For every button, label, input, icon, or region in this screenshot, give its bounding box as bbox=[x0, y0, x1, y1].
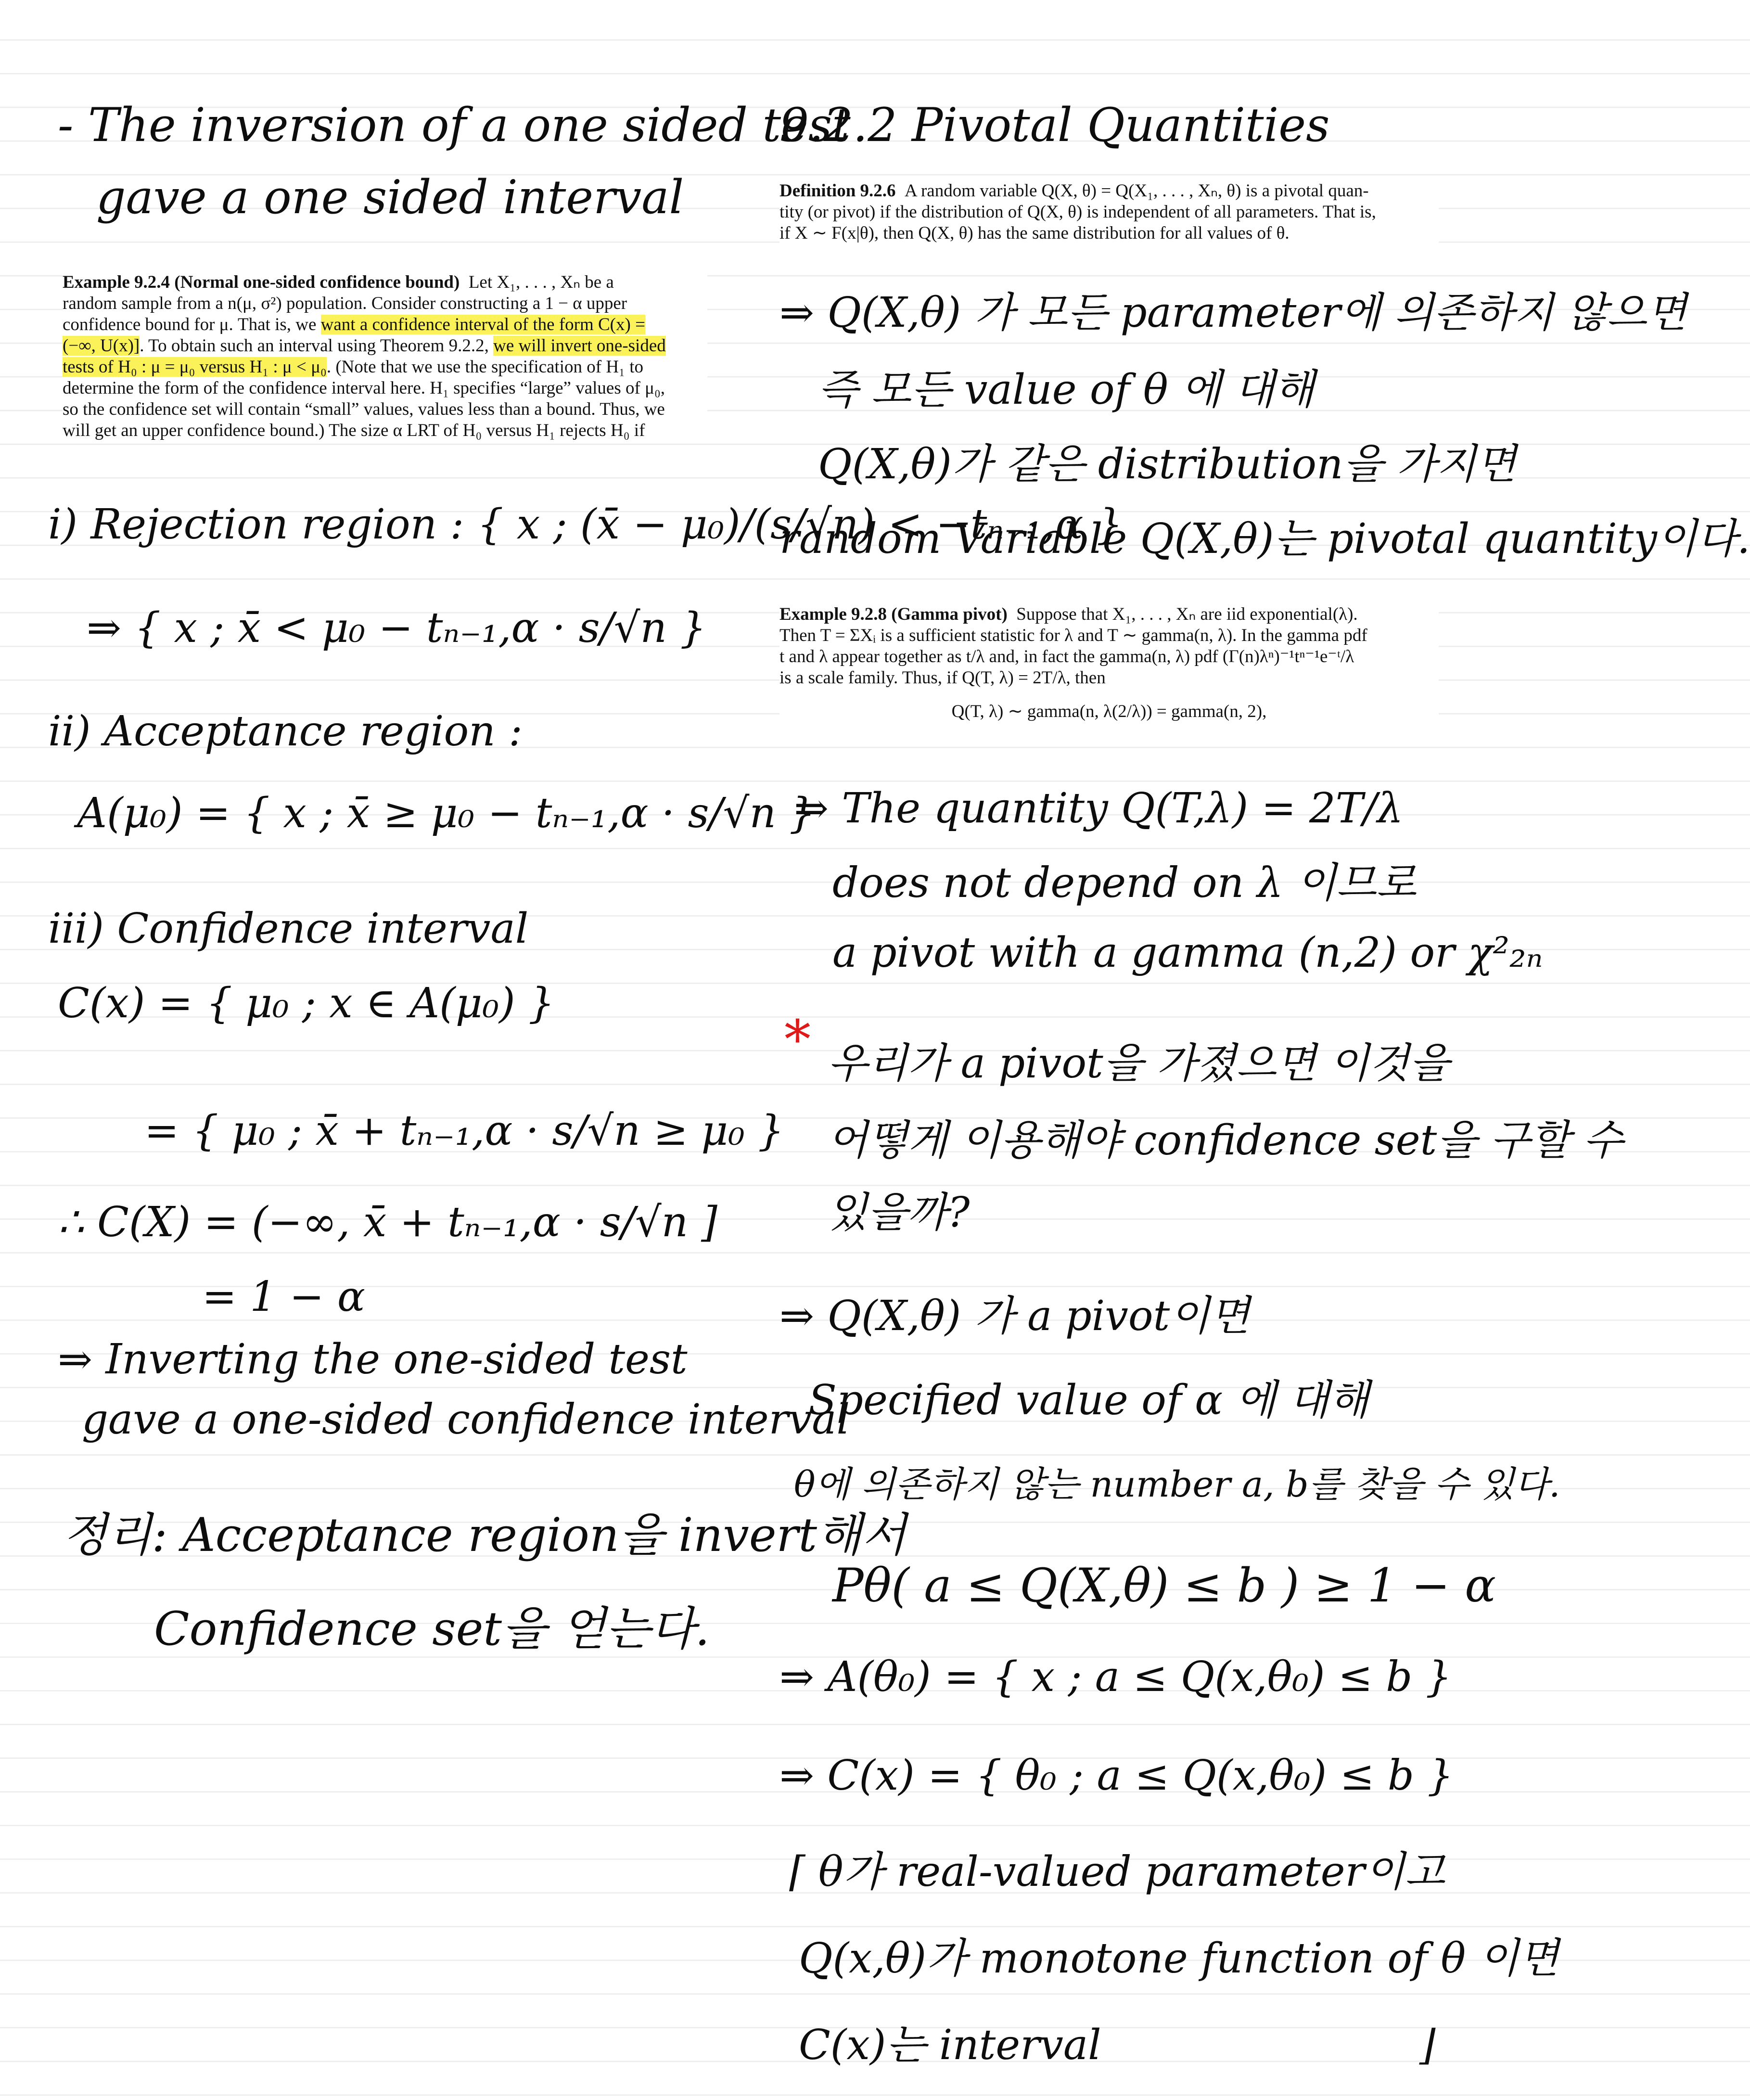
handwritten-line: 우리가 a pivot을 가졌으면 이것을 bbox=[828, 1039, 1449, 1088]
handwritten-note: - The inversion of a one sided test bbox=[58, 98, 851, 152]
example-text: Let X₁, . . . , Xₙ be a bbox=[468, 272, 614, 292]
handwritten-line: ⇒ { x ; x̄ < μ₀ − tₙ₋₁,α · s/√n } bbox=[87, 604, 706, 652]
example-title: Example 9.2.8 (Gamma pivot) bbox=[779, 604, 1008, 624]
highlighted-text: want a confidence interval of the form C(x) = bbox=[320, 315, 645, 334]
handwritten-line: ⇒ Inverting the one-sided test bbox=[58, 1335, 688, 1383]
handwritten-line: ⇒ The quantity Q(T,λ) = 2T/λ bbox=[794, 784, 1404, 832]
highlighted-text: tests of H₀ : μ = μ₀ versus H₁ : μ < μ₀ bbox=[63, 357, 327, 377]
handwritten-line: a pivot with a gamma (n,2) or χ²₂ₙ bbox=[832, 929, 1543, 977]
handwritten-line: does not depend on λ 이므로 bbox=[832, 859, 1417, 907]
handwritten-line: ii) Acceptance region : bbox=[48, 707, 523, 755]
handwritten-equation: Pθ( a ≤ Q(X,θ) ≤ b ) ≥ 1 − α bbox=[832, 1559, 1496, 1613]
example-title: Example 9.2.4 (Normal one-sided confidence bound) bbox=[63, 272, 460, 292]
handwritten-line: ∴ C(X) = (−∞, x̄ + tₙ₋₁,α · s/√n ] bbox=[58, 1198, 717, 1246]
star-mark: * bbox=[784, 1009, 811, 1070]
handwritten-equation: ⇒ C(x) = { θ₀ ; a ≤ Q(x,θ₀) ≤ b } bbox=[779, 1752, 1454, 1800]
example-9-2-4 bbox=[63, 272, 707, 441]
handwritten-line: 즉 모든 value of θ 에 대해 bbox=[818, 366, 1315, 414]
example-text: . To obtain such an interval using Theorem 9.2.2, bbox=[140, 336, 494, 356]
example-text: . (Note that we use the specification of H₁ to bbox=[326, 357, 643, 377]
handwritten-line: = 1 − α bbox=[202, 1273, 365, 1321]
handwritten-line: i) Rejection region : { x ; (x̄ − μ₀)/(s/√n) < −tₙ₋₁,α } bbox=[48, 500, 1123, 549]
example-text: so the confidence set will contain “small” values, values less than a bound. Thus, we bbox=[63, 399, 665, 419]
example-text: Suppose that X₁, . . . , Xₙ are iid exponential(λ). bbox=[1016, 604, 1358, 624]
definition-9-2-6 bbox=[779, 180, 1439, 244]
handwritten-note: gave a one sided interval bbox=[96, 170, 684, 224]
handwritten-line: random Variable Q(X,θ)는 pivotal quantity이다. bbox=[779, 515, 1750, 563]
handwritten-line: ⇒ Q(X,θ) 가 모든 parameter에 의존하지 않으면 bbox=[779, 289, 1687, 337]
handwritten-line: gave a one-sided confidence interval bbox=[82, 1396, 850, 1444]
example-text: determine the form of the confidence interval here. H₁ specifies “large” values of μ₀, bbox=[63, 378, 665, 398]
example-equation: Q(T, λ) ∼ gamma(n, λ(2/λ)) = gamma(n, 2), bbox=[951, 702, 1267, 721]
example-text: is a scale family. Thus, if Q(T, λ) = 2T/λ, then bbox=[779, 668, 1106, 688]
handwritten-line: iii) Confidence interval bbox=[48, 905, 529, 953]
example-9-2-8 bbox=[779, 604, 1439, 722]
corner-mark: ⌋ bbox=[1419, 2021, 1436, 2069]
handwritten-line: = { μ₀ ; x̄ + tₙ₋₁,α · s/√n ≥ μ₀ } bbox=[144, 1107, 784, 1155]
example-text: Then T = ΣXᵢ is a sufficient statistic for λ and T ∼ gamma(n, λ). In the gamma pdf bbox=[779, 626, 1367, 645]
handwritten-line: Q(X,θ)가 같은 distribution을 가지면 bbox=[818, 440, 1517, 488]
handwritten-line: 있을까? bbox=[828, 1189, 970, 1237]
definition-text: tity (or pivot) if the distribution of Q(X, θ) is independent of all parameters. That is, bbox=[779, 202, 1376, 222]
highlighted-text: (−∞, U(x)] bbox=[63, 336, 140, 356]
handwritten-line: C(x)는 interval bbox=[799, 2021, 1101, 2069]
example-text: t and λ appear together as t/λ and, in fact the gamma(n, λ) pdf (Γ(n)λⁿ)⁻¹tⁿ⁻¹e⁻ᵗ/λ bbox=[779, 647, 1354, 666]
handwritten-line: Q(x,θ)가 monotone function of θ 이면 bbox=[799, 1934, 1559, 1983]
handwritten-line: Confidence set을 얻는다. bbox=[154, 1602, 710, 1656]
definition-text: if X ∼ F(x|θ), then Q(X, θ) has the same distribution for all values of θ. bbox=[779, 223, 1290, 243]
handwritten-line: ⌈ θ가 real-valued parameter이고 bbox=[789, 1848, 1445, 1896]
section-heading: 9.2.2 Pivotal Quantities bbox=[779, 98, 1330, 152]
handwritten-line: 정리: Acceptance region을 invert해서 bbox=[63, 1508, 907, 1562]
handwritten-line: θ에 의존하지 않는 number a, b를 찾을 수 있다. bbox=[794, 1464, 1560, 1505]
handwritten-line: 어떻게 이용해야 confidence set을 구할 수 bbox=[828, 1116, 1623, 1165]
handwritten-line: Specified value of α 에 대해 bbox=[808, 1376, 1369, 1424]
handwritten-line: ⇒ Q(X,θ) 가 a pivot이면 bbox=[779, 1292, 1250, 1340]
definition-title: Definition 9.2.6 bbox=[779, 181, 896, 201]
definition-text: A random variable Q(X, θ) = Q(X₁, . . . , Xₙ, θ) is a pivotal quan- bbox=[905, 181, 1369, 201]
example-text: random sample from a n(μ, σ²) population. Consider constructing a 1 − α upper bbox=[63, 294, 627, 313]
handwritten-line: C(x) = { μ₀ ; x ∈ A(μ₀) } bbox=[58, 979, 555, 1027]
example-text: confidence bound for μ. That is, we bbox=[63, 315, 321, 334]
example-text: will get an upper confidence bound.) The size α LRT of H₀ versus H₁ rejects H₀ if bbox=[63, 421, 645, 440]
handwritten-equation: ⇒ A(θ₀) = { x ; a ≤ Q(x,θ₀) ≤ b } bbox=[779, 1653, 1452, 1701]
handwritten-line: A(μ₀) = { x ; x̄ ≥ μ₀ − tₙ₋₁,α · s/√n } bbox=[77, 789, 816, 837]
highlighted-text: we will invert one-sided bbox=[493, 336, 666, 356]
